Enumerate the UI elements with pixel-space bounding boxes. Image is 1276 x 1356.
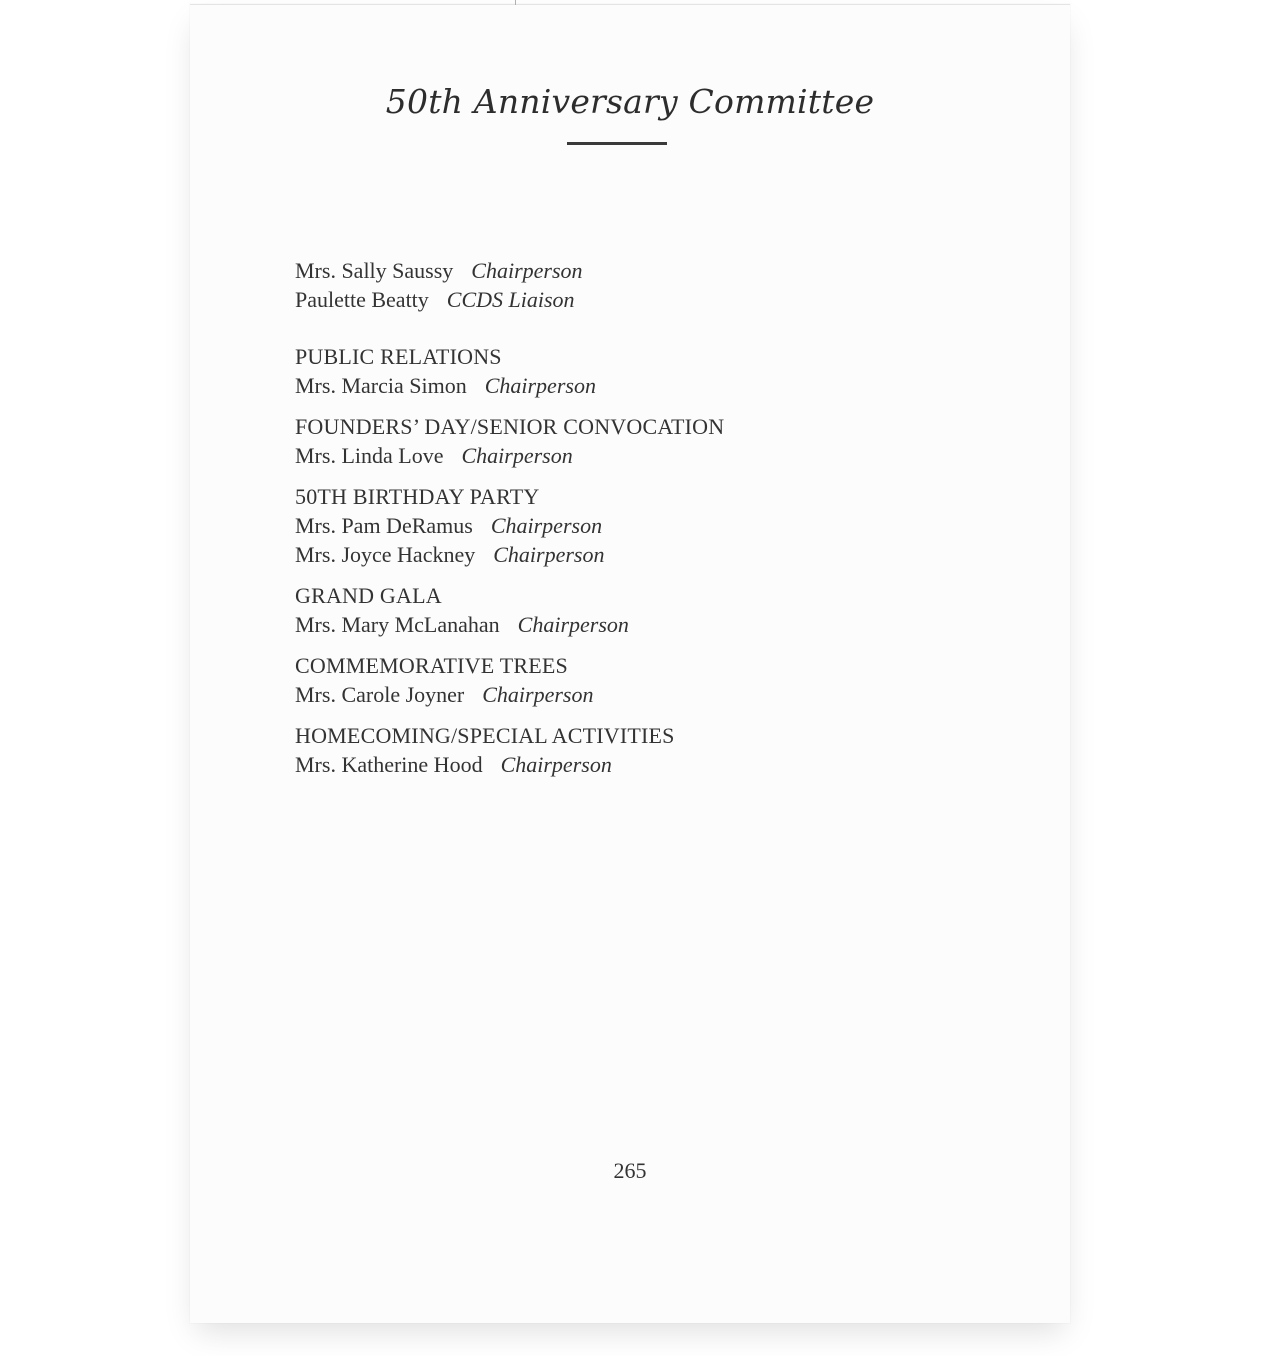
member-role: Chairperson	[461, 443, 573, 468]
member-row	[295, 750, 975, 779]
member-name: Mrs. Sally Saussy	[295, 258, 454, 283]
page-title: 50th Anniversary Committee	[385, 82, 875, 121]
title-underline-rule	[567, 142, 667, 145]
member-role: Chairperson	[490, 513, 603, 538]
member-row	[295, 610, 975, 639]
leadership-row	[295, 256, 975, 285]
member-name: Mrs. Pam DeRamus	[295, 513, 473, 538]
member-role: CCDS Liaison	[446, 287, 575, 312]
section-heading: PUBLIC RELATIONS	[295, 344, 502, 369]
member-role: Chairperson	[517, 612, 629, 637]
section-heading: HOMECOMING/SPECIAL ACTIVITIES	[295, 723, 675, 748]
member-role: Chairperson	[493, 542, 605, 567]
section-heading: FOUNDERS’ DAY/SENIOR CONVOCATION	[295, 414, 725, 439]
member-name: Mrs. Marcia Simon	[295, 373, 467, 398]
member-name: Mrs. Carole Joyner	[295, 682, 465, 707]
committee-list	[295, 256, 975, 779]
member-name: Mrs. Joyce Hackney	[295, 542, 476, 567]
member-role: Chairperson	[471, 258, 583, 283]
page-edge-mark	[515, 0, 516, 5]
member-row	[295, 441, 975, 470]
committee-section-grand-gala	[295, 581, 975, 639]
member-name: Mrs. Katherine Hood	[295, 752, 483, 777]
page-number: 265	[613, 1158, 647, 1183]
member-role: Chairperson	[484, 373, 596, 398]
member-name: Mrs. Mary McLanahan	[295, 612, 500, 637]
member-row	[295, 511, 975, 540]
member-name: Mrs. Linda Love	[295, 443, 444, 468]
leadership-row	[295, 285, 975, 314]
committee-section-public-relations	[295, 342, 975, 400]
member-row	[295, 540, 975, 569]
committee-section-homecoming	[295, 721, 975, 779]
member-role: Chairperson	[500, 752, 612, 777]
member-role: Chairperson	[482, 682, 594, 707]
section-heading: GRAND GALA	[295, 583, 442, 608]
committee-section-commemorative-trees	[295, 651, 975, 709]
committee-section-birthday-party	[295, 482, 975, 569]
member-row	[295, 371, 975, 400]
section-heading: COMMEMORATIVE TREES	[295, 653, 568, 678]
member-row	[295, 680, 975, 709]
section-heading: 50TH BIRTHDAY PARTY	[295, 484, 540, 509]
member-name: Paulette Beatty	[295, 287, 429, 312]
committee-section-founders-day	[295, 412, 975, 470]
